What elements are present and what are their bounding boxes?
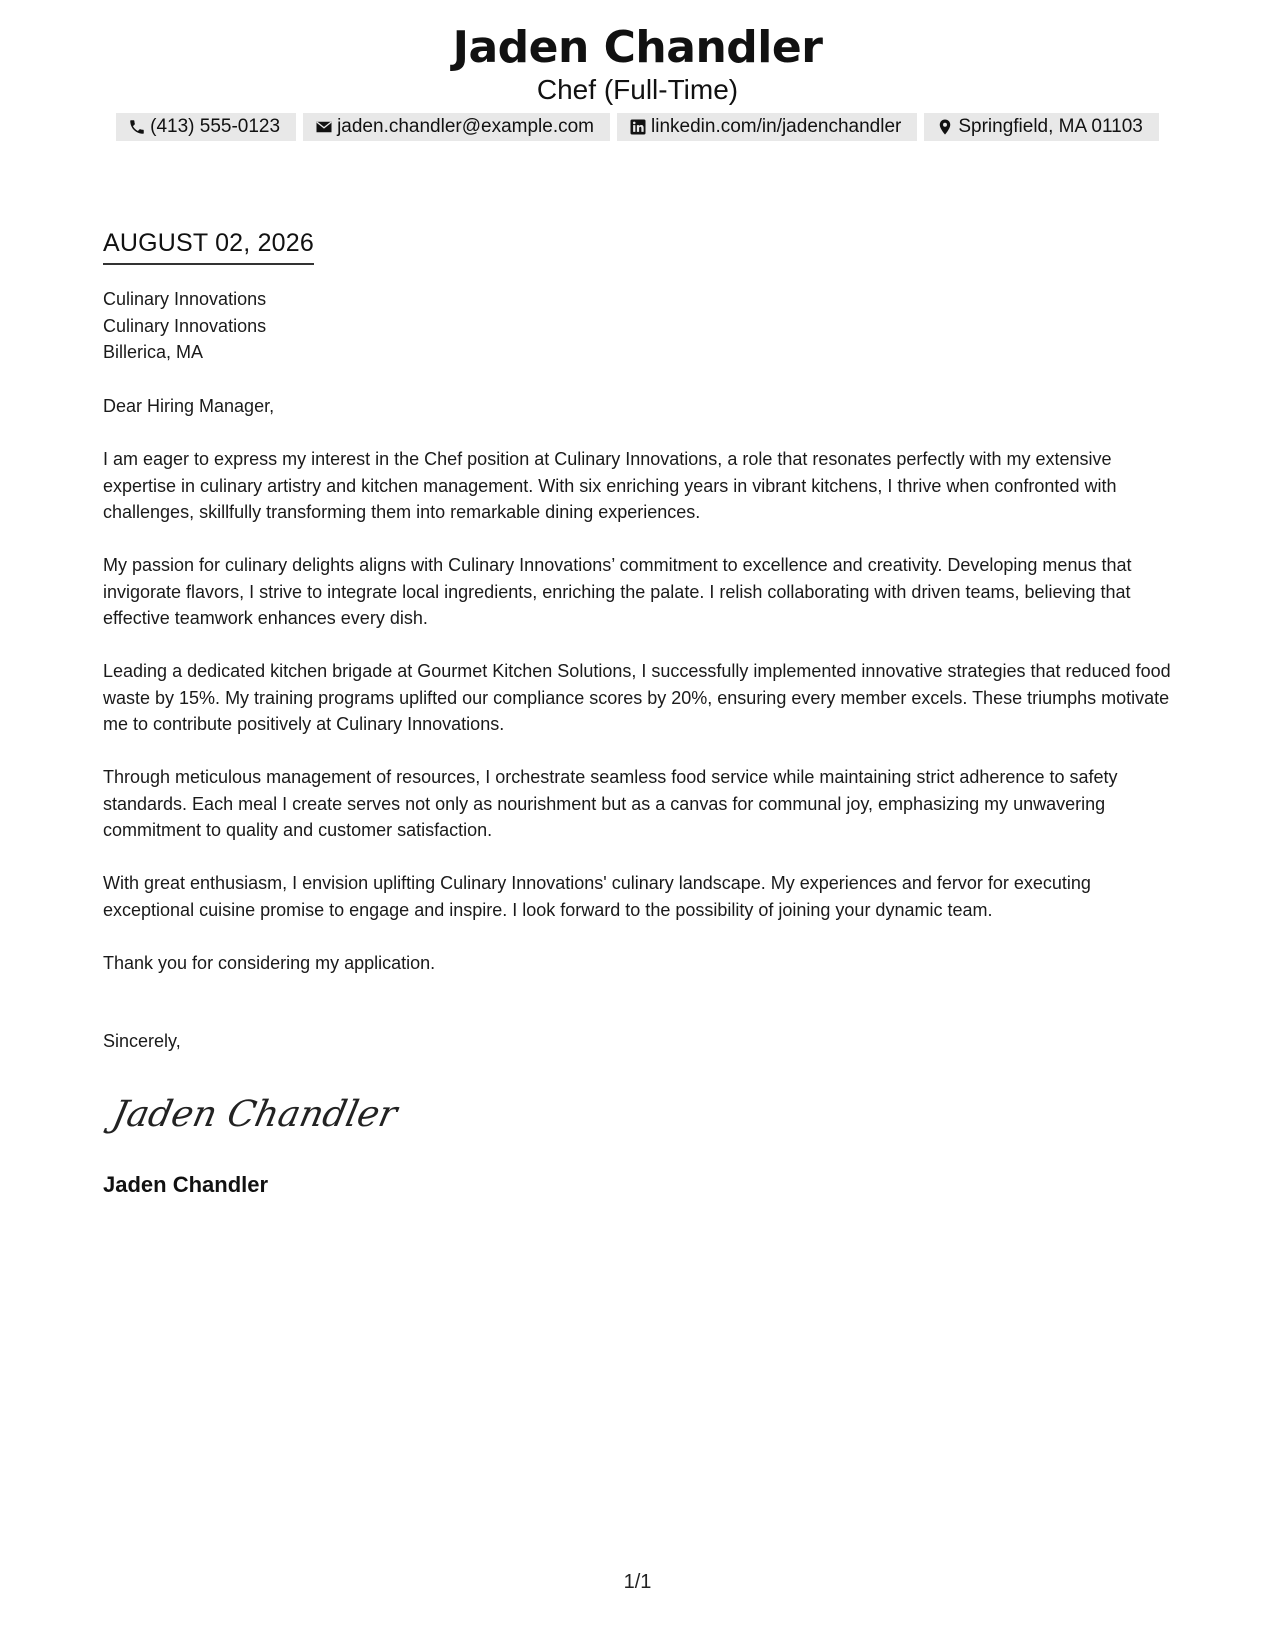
- recipient-block: [103, 286, 266, 366]
- contact-location[interactable]: [924, 113, 1159, 141]
- recipient-line: Billerica, MA: [103, 342, 204, 362]
- closing: Sincerely,: [103, 1031, 181, 1051]
- recipient-line: Culinary Innovations: [103, 289, 267, 309]
- location-text: Springfield, MA 01103: [958, 116, 1143, 137]
- page-number: 1/1: [623, 1571, 652, 1593]
- recipient-line: Culinary Innovations: [103, 315, 267, 336]
- body-paragraph: My passion for culinary delights aligns with Culinary Innovations’ commitment to excellence and creativity. Developing menus that invigorate flavors, I strive to integrate local ingredients, enriching the palate. I relish collaborating with driven teams, believing that effective teamwork enhances every dish.: [103, 555, 1132, 628]
- contact-email[interactable]: [303, 113, 610, 141]
- body-paragraph: Leading a dedicated kitchen brigade at Gourmet Kitchen Solutions, I successfully implemented innovative strategies that reduced food waste by 15%. My training programs uplifted our compliance scores by 20%, ensuring every member excels. These triumphs motivate me to contribute positively at Culinary Innovations.: [103, 661, 1171, 734]
- body-paragraph: Thank you for considering my application.: [103, 952, 436, 973]
- applicant-name: Jaden Chandler: [452, 22, 823, 73]
- letter-header: [0, 20, 1275, 106]
- phone-icon: [128, 118, 146, 136]
- contact-linkedin[interactable]: [617, 113, 917, 141]
- email-text: jaden.chandler@example.com: [337, 116, 595, 137]
- signature-text: Jaden Chandler: [108, 1092, 402, 1135]
- salutation: Dear Hiring Manager,: [103, 396, 275, 416]
- applicant-title: Chef (Full-Time): [536, 74, 739, 105]
- body-paragraph: Through meticulous management of resources, I orchestrate seamless food service while maintaining strict adherence to safety standards. Each meal I create serves not only as nourishment but as a canvas for communal joy, emphasizing my unwavering commitment to quality and customer satisfaction.: [103, 767, 1118, 840]
- letter-date: AUGUST 02, 2026: [103, 226, 314, 265]
- phone-text: (413) 555-0123: [150, 116, 281, 137]
- envelope-icon: [315, 118, 333, 136]
- signer-name: Jaden Chandler: [103, 1172, 269, 1197]
- contact-bar: [0, 113, 1275, 141]
- contact-phone[interactable]: [116, 113, 296, 141]
- linkedin-text: linkedin.com/in/jadenchandler: [651, 116, 902, 137]
- map-pin-icon: [936, 118, 954, 136]
- linkedin-icon: [629, 118, 647, 136]
- letter-body: [103, 393, 1183, 1003]
- body-paragraph: With great enthusiasm, I envision uplifting Culinary Innovations' culinary landscape. My experiences and fervor for executing exceptional cuisine promise to engage and inspire. I look forward to the possibility of joining your dynamic team.: [103, 873, 1091, 920]
- body-paragraph: I am eager to express my interest in the Chef position at Culinary Innovations, a role that resonates perfectly with my extensive expertise in culinary artistry and kitchen management. With six enriching years in vibrant kitchens, I thrive when confronted with challenges, skillfully transforming them into remarkable dining experiences.: [103, 449, 1117, 522]
- signature-image: [108, 1082, 402, 1142]
